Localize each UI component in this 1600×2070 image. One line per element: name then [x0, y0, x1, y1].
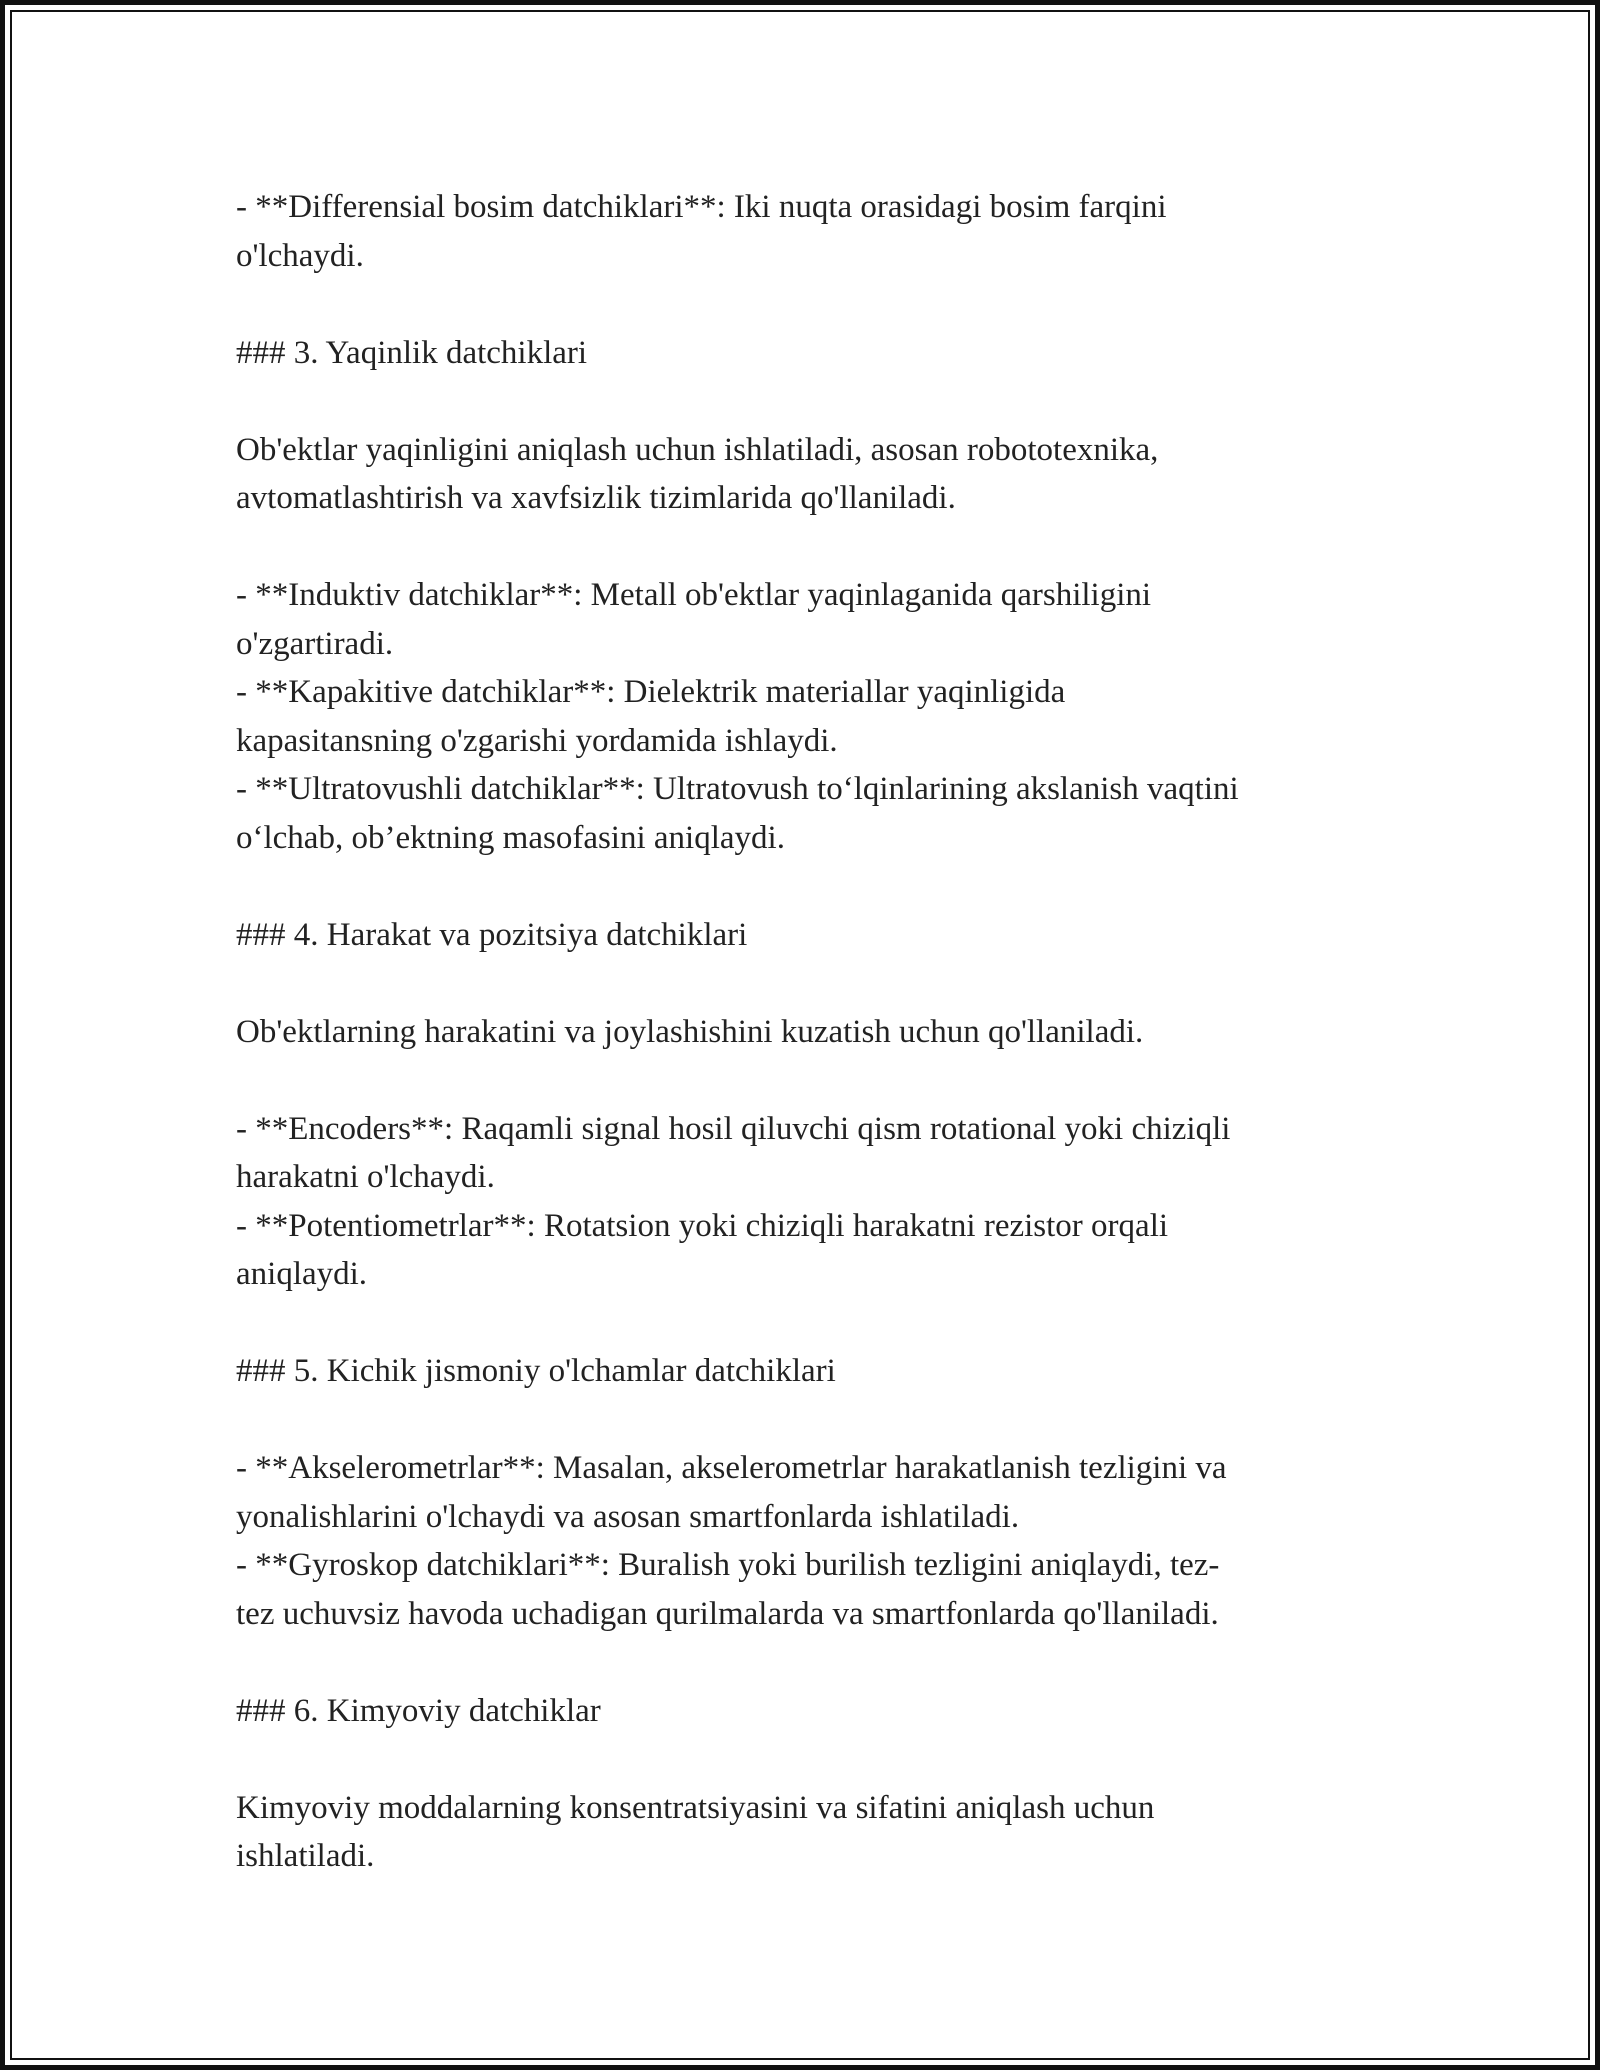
list-block-pressure	[236, 183, 1366, 280]
list-item-line: - **Gyroskop datchiklari**: Buralish yoki burilish tezligini aniqlaydi, tez-	[236, 1547, 1220, 1583]
document-body	[236, 183, 1366, 1881]
list-item-line: aniqlaydi.	[236, 1256, 368, 1292]
section-heading-6	[236, 1687, 1366, 1736]
list-item-line: - **Potentiometrlar**: Rotatsion yoki chiziqli harakatni rezistor orqali	[236, 1207, 1169, 1244]
list-item-line: - **Kapakitive datchiklar**: Dielektrik materiallar yaqinligida	[236, 674, 1066, 710]
list-block-proximity	[236, 571, 1366, 862]
list-item-line: o‘lchab, ob’ektning masofasini aniqlaydi.	[236, 819, 785, 856]
section-intro-6	[236, 1784, 1366, 1881]
list-block-physical	[236, 1444, 1366, 1638]
section-intro-4	[236, 1008, 1366, 1057]
list-item-line: - **Differensial bosim datchiklari**: Iki nuqta orasidagi bosim farqini	[236, 189, 1167, 225]
section-heading-3	[236, 329, 1366, 378]
heading-line: ### 6. Kimyoviy datchiklar	[236, 1692, 601, 1729]
list-item-line: - **Akselerometrlar**: Masalan, akselerometrlar harakatlanish tezligini va	[236, 1450, 1227, 1486]
list-item-line: - **Encoders**: Raqamli signal hosil qiluvchi qism rotational yoki chiziqli	[236, 1110, 1231, 1147]
text-line: Kimyoviy moddalarning konsentratsiyasini va sifatini aniqlash uchun	[236, 1789, 1155, 1826]
text-line: Ob'ektlar yaqinligini aniqlash uchun ishlatiladi, asosan robototexnika,	[236, 431, 1159, 468]
text-line: ishlatiladi.	[236, 1838, 375, 1874]
heading-line: ### 4. Harakat va pozitsiya datchiklari	[236, 916, 748, 953]
list-block-motion	[236, 1105, 1366, 1299]
text-line: avtomatlashtirish va xavfsizlik tizimlarida qo'llaniladi.	[236, 480, 956, 516]
list-item-line: o'lchaydi.	[236, 237, 364, 274]
text-line: Ob'ektlarning harakatini va joylashishini kuzatish uchun qo'llaniladi.	[236, 1013, 1144, 1050]
list-item-line: kapasitansning o'zgarishi yordamida ishlaydi.	[236, 722, 838, 759]
heading-line: ### 5. Kichik jismoniy o'lchamlar datchiklari	[236, 1353, 836, 1389]
list-item-line: - **Induktiv datchiklar**: Metall ob'ektlar yaqinlaganida qarshiligini	[236, 577, 1152, 613]
list-item-line: - **Ultratovushli datchiklar**: Ultratovush to‘lqinlarining akslanish vaqtini	[236, 771, 1239, 807]
section-heading-4	[236, 911, 1366, 960]
list-item-line: harakatni o'lchaydi.	[236, 1159, 495, 1195]
section-intro-3	[236, 426, 1366, 523]
section-heading-5	[236, 1347, 1366, 1396]
list-item-line: tez uchuvsiz havoda uchadigan qurilmalarda va smartfonlarda qo'llaniladi.	[236, 1595, 1219, 1632]
heading-line: ### 3. Yaqinlik datchiklari	[236, 334, 588, 371]
list-item-line: o'zgartiradi.	[236, 625, 394, 662]
list-item-line: yonalishlarini o'lchaydi va asosan smartfonlarda ishlatiladi.	[236, 1498, 1020, 1535]
